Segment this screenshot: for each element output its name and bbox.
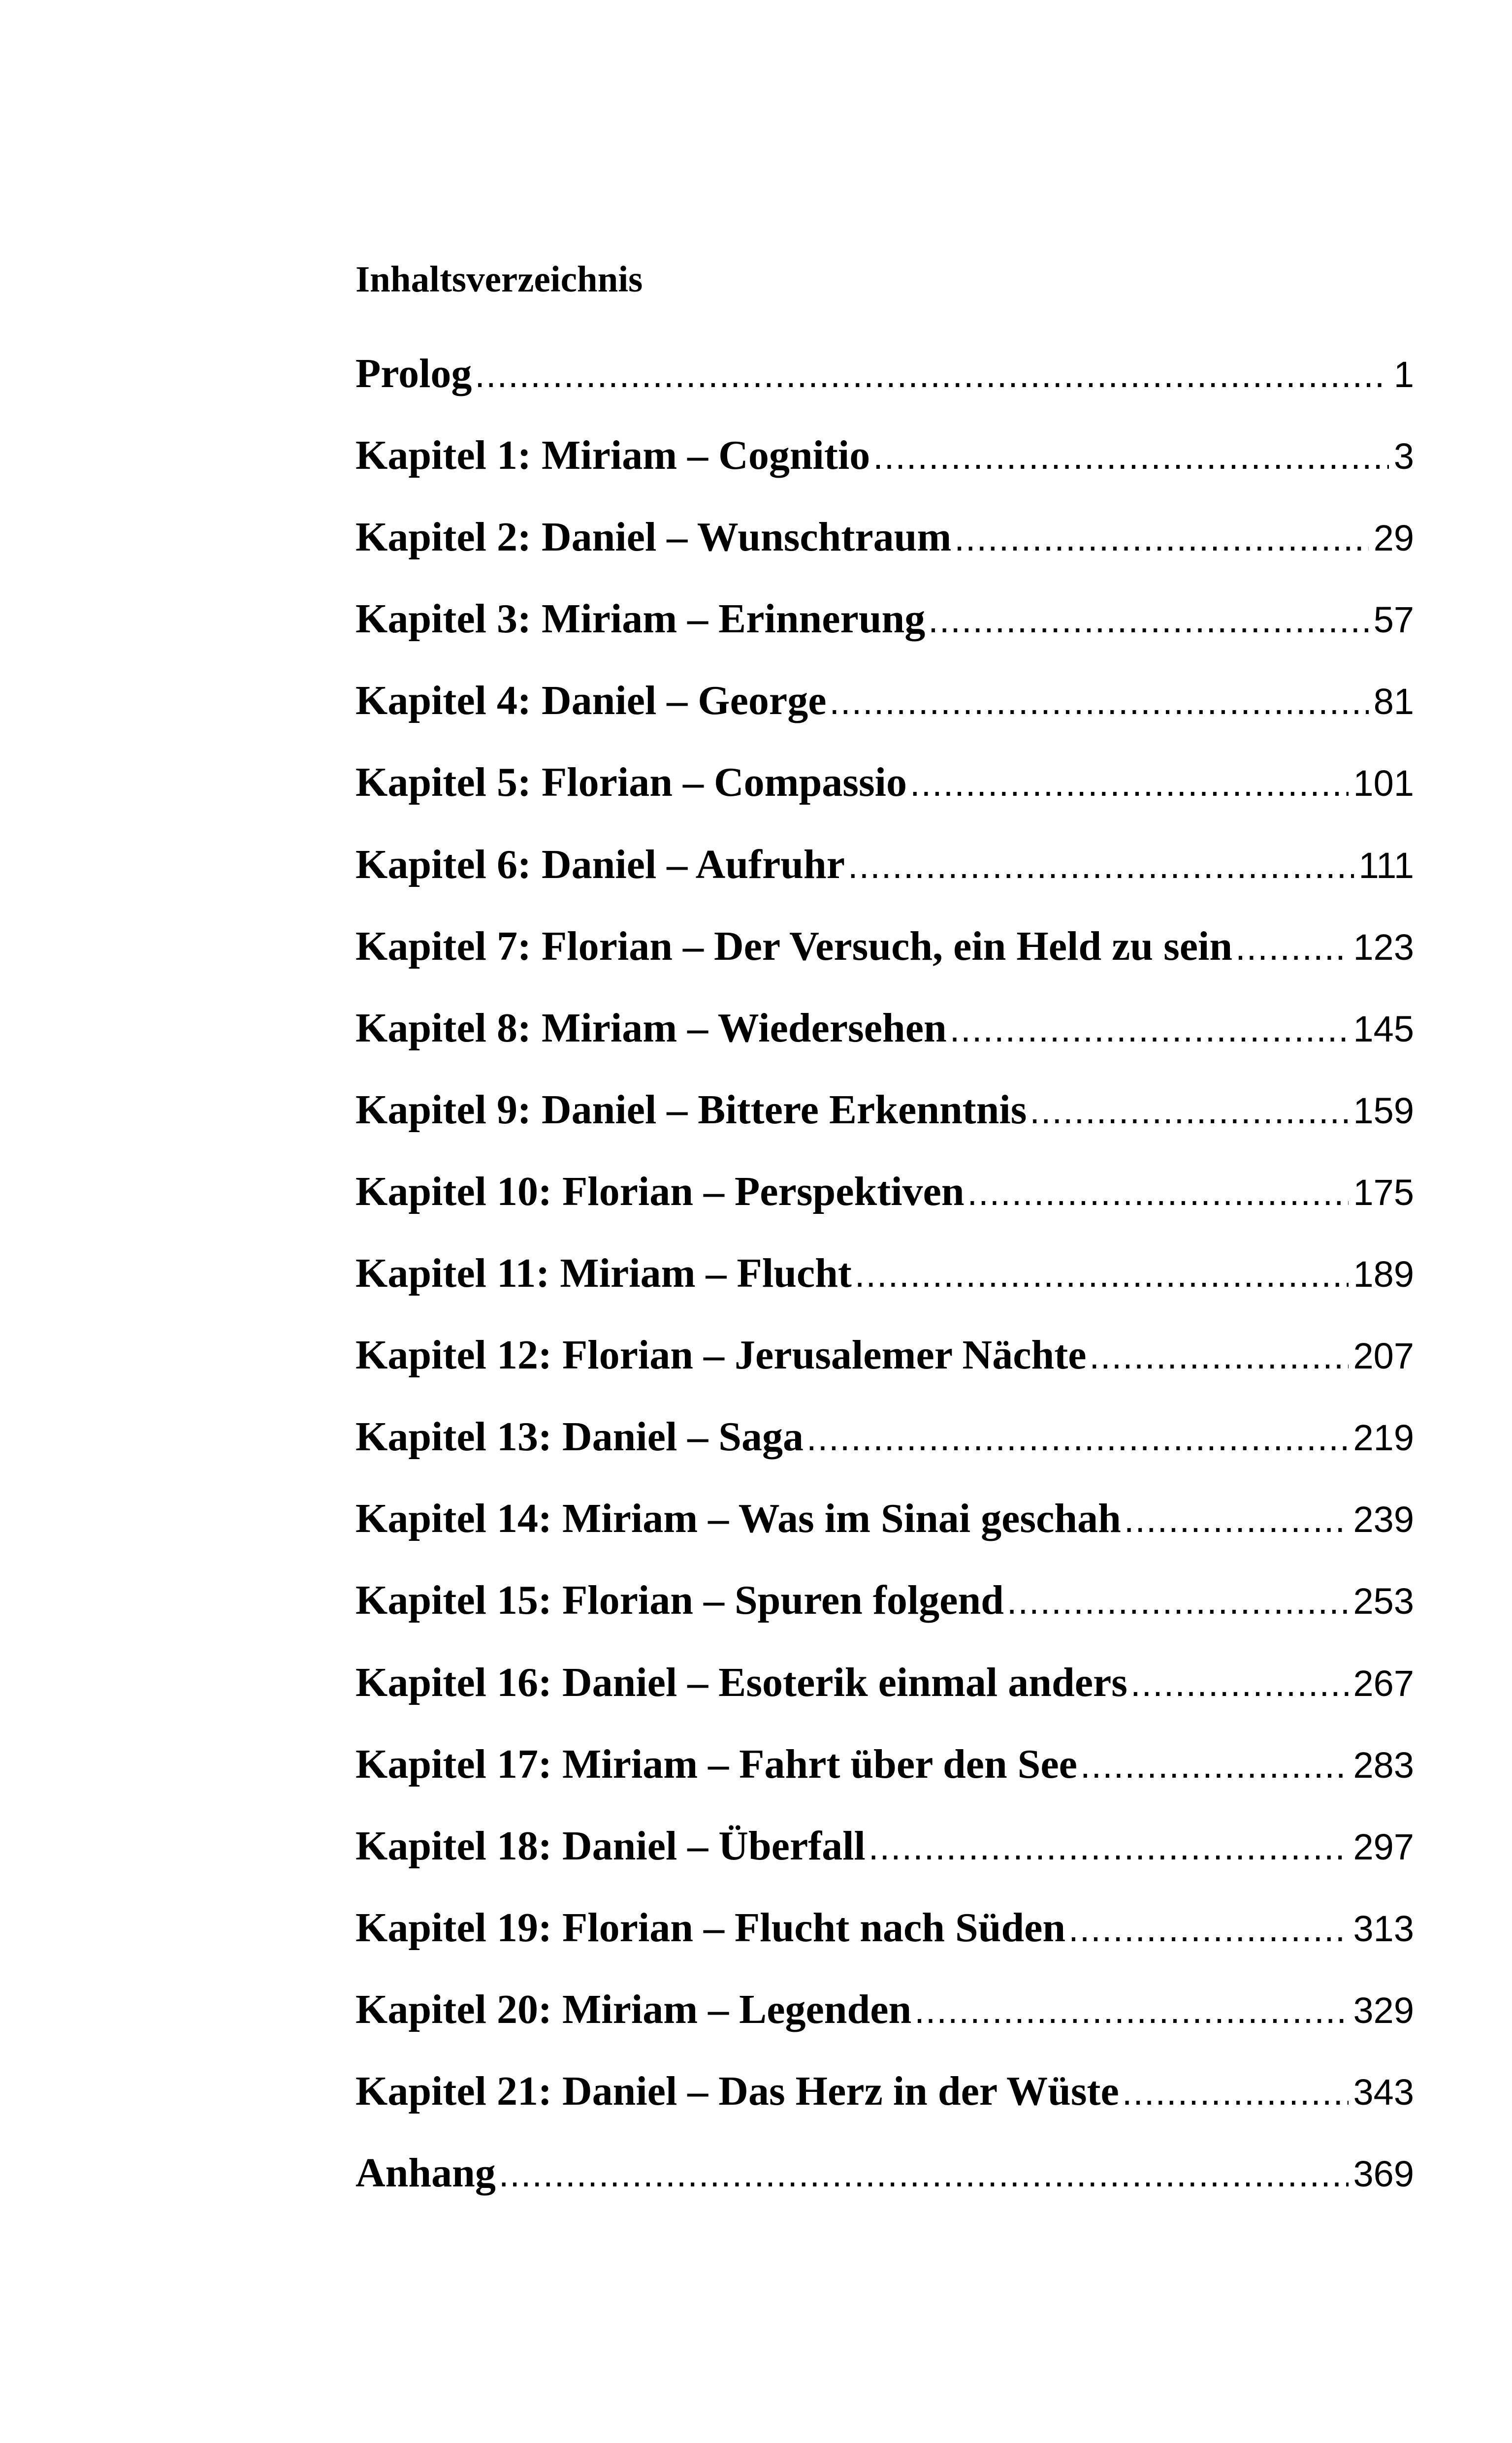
toc-entry[interactable] xyxy=(355,1004,1414,1086)
toc-entry-title: Kapitel 10: Florian – Perspektiven xyxy=(355,1168,965,1214)
toc-entry-page-number: 343 xyxy=(1353,2071,1414,2113)
toc-entry-page-number: 283 xyxy=(1353,1744,1414,1786)
toc-entry-page-number: 313 xyxy=(1353,1908,1414,1949)
dot-leader xyxy=(829,681,1368,722)
toc-entry-title: Kapitel 19: Florian – Flucht nach Süden xyxy=(355,1904,1066,1951)
dot-leader xyxy=(873,435,1389,477)
toc-heading: Inhaltsverzeichnis xyxy=(355,259,643,300)
toc-entry[interactable] xyxy=(355,350,1414,431)
toc-entry[interactable] xyxy=(355,1168,1414,1249)
dot-leader xyxy=(1068,1908,1348,1950)
toc-entry[interactable] xyxy=(355,1495,1414,1576)
dot-leader xyxy=(1122,2071,1349,2113)
toc-entry-title: Kapitel 11: Miriam – Flucht xyxy=(355,1250,852,1297)
toc-entry[interactable] xyxy=(355,1659,1414,1740)
dot-leader xyxy=(1007,1580,1349,1622)
toc-entry-page-number: 81 xyxy=(1373,681,1414,722)
toc-entry-title: Prolog xyxy=(355,351,472,396)
toc-entry-title: Kapitel 15: Florian – Spuren folgend xyxy=(355,1577,1004,1624)
toc-entry-title: Kapitel 17: Miriam – Fahrt über den See xyxy=(355,1741,1077,1787)
toc-entry-page-number: 111 xyxy=(1358,845,1414,886)
toc-entry-page-number: 297 xyxy=(1353,1826,1414,1867)
dot-leader xyxy=(914,1989,1348,2031)
toc-entry-title: Kapitel 7: Florian – Der Versuch, ein Held zu sein xyxy=(355,923,1233,969)
toc-entry[interactable] xyxy=(355,1986,1414,2067)
toc-entry[interactable] xyxy=(355,758,1414,840)
dot-leader xyxy=(499,2153,1349,2195)
toc-entry-title: Kapitel 6: Daniel – Aufruhr xyxy=(355,841,845,887)
toc-entry-title: Kapitel 4: Daniel – George xyxy=(355,678,827,724)
toc-entry[interactable] xyxy=(355,1822,1414,1904)
toc-entry-title: Kapitel 12: Florian – Jerusalemer Nächte xyxy=(355,1332,1087,1378)
toc-entry[interactable] xyxy=(355,1904,1414,1986)
toc-entry-page-number: 219 xyxy=(1353,1417,1414,1459)
toc-entry[interactable] xyxy=(355,1086,1414,1168)
toc-entry-title: Kapitel 2: Daniel – Wunschtraum xyxy=(355,514,952,560)
toc-entry[interactable] xyxy=(355,2149,1414,2231)
toc-entry-page-number: 159 xyxy=(1353,1090,1414,1131)
toc-entry-page-number: 175 xyxy=(1353,1172,1414,1213)
toc-entry-page-number: 267 xyxy=(1353,1662,1414,1704)
toc-entry[interactable] xyxy=(355,1740,1414,1822)
toc-entry-page-number: 29 xyxy=(1373,518,1414,559)
toc-entry-title: Kapitel 14: Miriam – Was im Sinai geschah xyxy=(355,1496,1121,1542)
toc-entry[interactable] xyxy=(355,677,1414,758)
dot-leader xyxy=(910,762,1349,804)
toc-entry-page-number: 369 xyxy=(1353,2153,1414,2195)
toc-entry-page-number: 207 xyxy=(1353,1336,1414,1377)
dot-leader xyxy=(950,1008,1349,1050)
dot-leader xyxy=(1029,1090,1348,1132)
toc-entry-page-number: 123 xyxy=(1353,926,1414,968)
dot-leader xyxy=(806,1417,1349,1459)
toc-entry[interactable] xyxy=(355,1413,1414,1495)
toc-entry-page-number: 329 xyxy=(1353,1989,1414,2031)
dot-leader xyxy=(1080,1744,1349,1786)
table-of-contents xyxy=(355,350,1414,2231)
toc-entry-title: Kapitel 3: Miriam – Erinnerung xyxy=(355,596,926,642)
toc-entry[interactable] xyxy=(355,1576,1414,1658)
dot-leader xyxy=(1235,926,1348,968)
toc-entry-page-number: 3 xyxy=(1393,436,1414,477)
toc-entry-title: Kapitel 13: Daniel – Saga xyxy=(355,1414,804,1460)
toc-entry[interactable] xyxy=(355,841,1414,922)
toc-entry-page-number: 239 xyxy=(1353,1499,1414,1540)
dot-leader xyxy=(1124,1498,1349,1540)
toc-entry-page-number: 189 xyxy=(1353,1254,1414,1295)
toc-entry[interactable] xyxy=(355,431,1414,513)
toc-entry-page-number: 101 xyxy=(1353,763,1414,804)
toc-entry-page-number: 253 xyxy=(1353,1581,1414,1622)
toc-entry-title: Kapitel 1: Miriam – Cognitio xyxy=(355,432,870,479)
toc-entry-title: Kapitel 9: Daniel – Bittere Erkenntnis xyxy=(355,1086,1027,1133)
dot-leader xyxy=(869,1826,1349,1868)
toc-entry[interactable] xyxy=(355,1249,1414,1331)
toc-entry-page-number: 1 xyxy=(1393,354,1414,395)
dot-leader xyxy=(855,1253,1349,1295)
toc-entry-page-number: 145 xyxy=(1353,1008,1414,1049)
dot-leader xyxy=(967,1172,1349,1213)
toc-entry[interactable] xyxy=(355,595,1414,677)
dot-leader xyxy=(848,845,1354,886)
toc-entry[interactable] xyxy=(355,513,1414,595)
toc-entry[interactable] xyxy=(355,2067,1414,2149)
toc-entry-title: Kapitel 16: Daniel – Esoterik einmal anders xyxy=(355,1659,1127,1705)
toc-entry[interactable] xyxy=(355,1331,1414,1413)
toc-entry-title: Kapitel 18: Daniel – Überfall xyxy=(355,1823,866,1869)
toc-entry-page-number: 57 xyxy=(1373,599,1414,641)
dot-leader xyxy=(928,599,1368,641)
toc-entry-title: Kapitel 8: Miriam – Wiedersehen xyxy=(355,1005,947,1051)
toc-entry-title: Kapitel 21: Daniel – Das Herz in der Wüste xyxy=(355,2068,1119,2114)
toc-entry-title: Kapitel 20: Miriam – Legenden xyxy=(355,1986,912,2032)
dot-leader xyxy=(475,354,1388,395)
toc-entry-title: Anhang xyxy=(355,2150,496,2196)
dot-leader xyxy=(1089,1335,1348,1377)
dot-leader xyxy=(954,517,1368,559)
dot-leader xyxy=(1130,1662,1349,1704)
toc-entry[interactable] xyxy=(355,922,1414,1004)
toc-entry-title: Kapitel 5: Florian – Compassio xyxy=(355,759,907,806)
